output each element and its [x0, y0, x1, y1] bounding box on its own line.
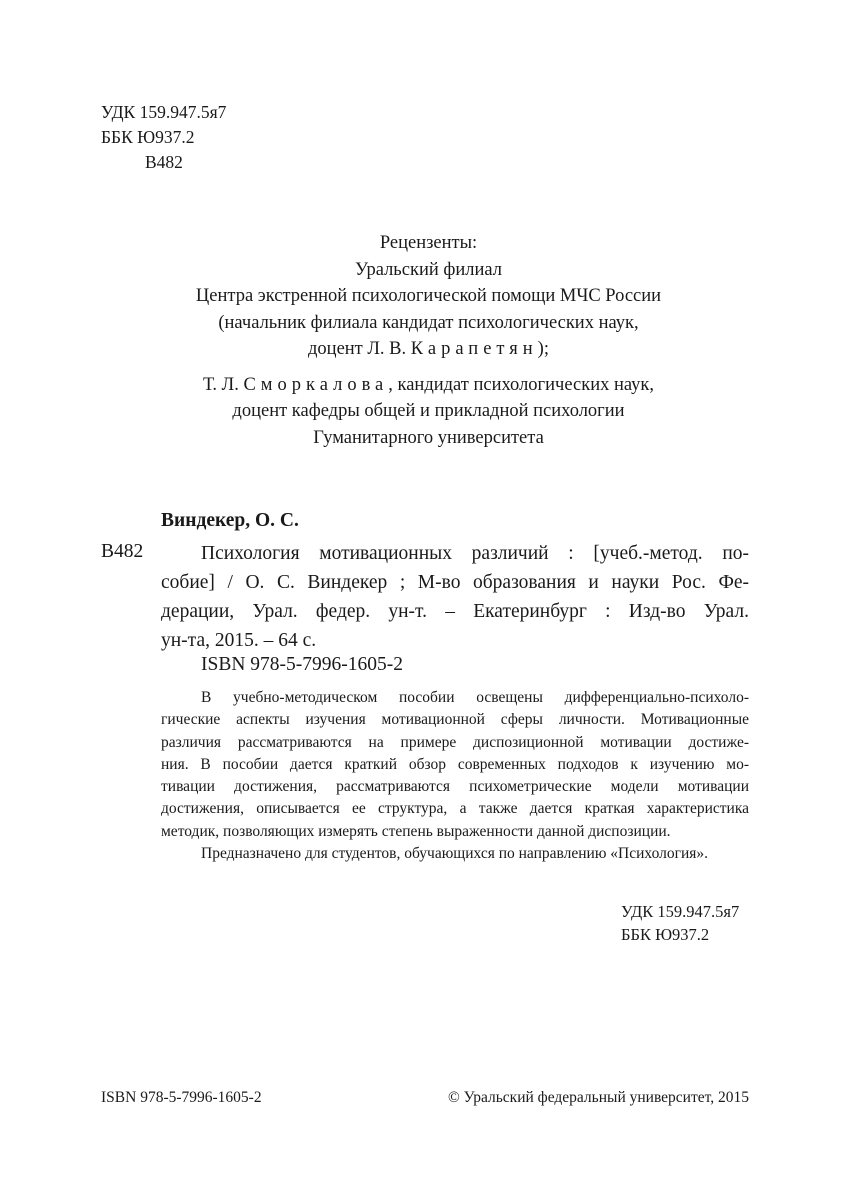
- bibliographic-code: В482: [101, 541, 144, 562]
- reviewer-person: [0, 372, 857, 399]
- bibliographic-isbn: ISBN 978-5-7996-1605-2: [201, 654, 404, 675]
- reviewers-block: [0, 230, 857, 451]
- description-line: ун-та, 2015. – 64 с.: [161, 630, 317, 651]
- udk-code: УДК 159.947.5я7: [621, 902, 740, 921]
- org-head-surname: Карапетян: [410, 339, 538, 359]
- reviewer-org-line: Уральский филиал: [354, 259, 502, 280]
- person-title: , кандидат психологических наук,: [388, 374, 655, 395]
- classification-codes-bottom: [621, 900, 739, 946]
- annotation-line: тивации достижения, рассматриваются психометрические модели мотивации: [161, 778, 749, 796]
- annotation-line: методик, позволяющих измерять степень выраженности данной диспозиции.: [161, 822, 671, 840]
- annotation-line: достижения, описывается ее структура, а также дается краткая характеристика: [161, 800, 749, 818]
- annotation-line: гические аспекты изучения мотивационной сферы личности. Мотивационные: [161, 711, 749, 729]
- classification-codes-top: [101, 100, 226, 175]
- footer-copyright: © Уральский федеральный университет, 2015: [447, 1089, 749, 1106]
- bibliographic-description: [161, 539, 749, 655]
- description-line: собие] / О. С. Виндекер ; М-во образования и науки Рос. Фе-: [161, 572, 749, 593]
- reviewer-person-line: доцент кафедры общей и прикладной психологии: [232, 401, 625, 421]
- bbk-code: ББК Ю937.2: [621, 925, 710, 944]
- annotation-line: различия рассматриваются на примере диспозиционной мотивации достиже-: [161, 733, 749, 751]
- reviewer-org-line: Центра экстренной психологической помощи МЧС России: [195, 286, 662, 306]
- annotation-line: ния. В пособии дается краткий обзор современных подходов к изучению мо-: [161, 755, 749, 773]
- reviewer-person-line: Гуманитарного университета: [313, 427, 544, 448]
- udk-code: УДК 159.947.5я7: [101, 102, 227, 122]
- person-initials: Т. Л.: [202, 374, 239, 395]
- reviewer-org-line: (начальник филиала кандидат психологических наук,: [218, 312, 639, 333]
- person-surname: Сморкалова: [243, 374, 389, 395]
- description-line: дерации, Урал. федер. ун-т. – Екатеринбург : Изд-во Урал.: [161, 601, 749, 622]
- org-head-prefix: доцент Л. В.: [308, 339, 407, 359]
- footer-isbn: ISBN 978-5-7996-1605-2: [101, 1089, 262, 1106]
- reviewers-heading: Рецензенты:: [379, 233, 478, 253]
- org-head-suffix: );: [537, 339, 549, 359]
- annotation: [161, 687, 749, 865]
- annotation-purpose: Предназначено для студентов, обучающихся по направлению «Психология».: [201, 845, 709, 863]
- description-line: Психология мотивационных различий : [учеб.-метод. по-: [201, 543, 749, 564]
- author-mark: В482: [145, 152, 183, 172]
- reviewer-org-head: [0, 336, 857, 363]
- annotation-line: В учебно-методическом пособии освещены дифференциально-психоло-: [201, 689, 749, 706]
- bibliographic-author: Виндекер, О. С.: [161, 510, 299, 531]
- bbk-code: ББК Ю937.2: [101, 127, 195, 147]
